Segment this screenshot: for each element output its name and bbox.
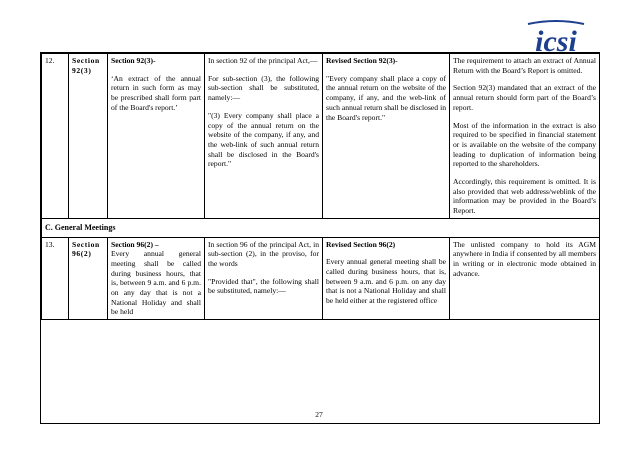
amendment-paragraph: "(3) Every company shall place a copy of the annual return on the website of the company, if any, and the web-link of such annual return shall be disclosed in the Board's report." — [208, 110, 319, 169]
revised-heading: Revised Section 92(3)- — [326, 56, 398, 65]
comment-paragraph: The requirement to attach an extract of Annual Return with the Board’s Report is omitted. — [453, 56, 596, 75]
existing-text: Every annual general meeting shall be called during business hours, that is, between 9 a.m. and 6 p.m. on any day that is not a National Holiday and shall be held — [111, 249, 201, 317]
group-heading-row — [42, 218, 600, 237]
amendment-paragraph: "Provided that", the following shall be substituted, namely:— — [208, 276, 319, 296]
existing-text: ‘An extract of the annual return in such form as may be prescribed shall form part of the Board's report.’ — [111, 73, 201, 112]
revised-text: "Every company shall place a copy of the annual return on the website of the company, if any, and the web-link of such annual return shall be disclosed in the Board's report." — [326, 73, 446, 122]
comment-paragraph: Accordingly, this requirement is omitted. It is also provided that web address/weblink of the information may be provided in the Board’s Report. — [453, 177, 596, 216]
document-table-container — [40, 52, 600, 424]
amendment-paragraph: In section 96 of the principal Act, in sub-section (2), in the proviso, for the words — [208, 239, 319, 268]
existing-provision — [108, 54, 205, 219]
comment-paragraph: Section 92(3) mandated that an extract of the annual return should form part of the Board’s report. — [453, 83, 596, 112]
row-number: 13. — [42, 237, 69, 320]
comments — [450, 54, 600, 219]
revised-provision — [323, 237, 450, 320]
amendment-paragraph: For sub-section (3), the following sub-section shall be substituted, namely:— — [208, 73, 319, 103]
existing-heading: Section 92(3)- — [111, 56, 156, 65]
table-row — [42, 54, 600, 219]
comment-paragraph: The unlisted company to hold its AGM anywhere in India if consented by all members in writing or in electronic mode obtained in advance. — [453, 239, 596, 278]
existing-heading: Section 96(2) – — [111, 239, 159, 249]
page-number: 27 — [315, 410, 323, 419]
amendment-table — [41, 53, 600, 320]
revised-heading: Revised Section 96(2) — [326, 239, 396, 249]
section-label: Section 92(3) — [69, 54, 108, 219]
revised-provision — [323, 54, 450, 219]
amendment-text — [205, 237, 323, 320]
amendment-text — [205, 54, 323, 219]
table-row — [42, 237, 600, 320]
comments — [450, 237, 600, 320]
row-number: 12. — [42, 54, 69, 219]
group-heading: C. General Meetings — [42, 218, 600, 237]
comment-paragraph: Most of the information in the extract is also required to be specified in financial statement or is available on the website of the company leading to duplication of information being reported to the shareholders. — [453, 120, 596, 169]
existing-provision — [108, 237, 205, 320]
revised-text: Every annual general meeting shall be called during business hours, that is, between 9 a.m. and 6 p.m. on any day that is not a National Holiday and shall be held either at the registered office — [326, 257, 446, 306]
svg-text:icsi: icsi — [535, 25, 577, 58]
section-label: Section 96(2) — [69, 237, 108, 320]
amendment-paragraph: In section 92 of the principal Act,— — [208, 56, 318, 65]
